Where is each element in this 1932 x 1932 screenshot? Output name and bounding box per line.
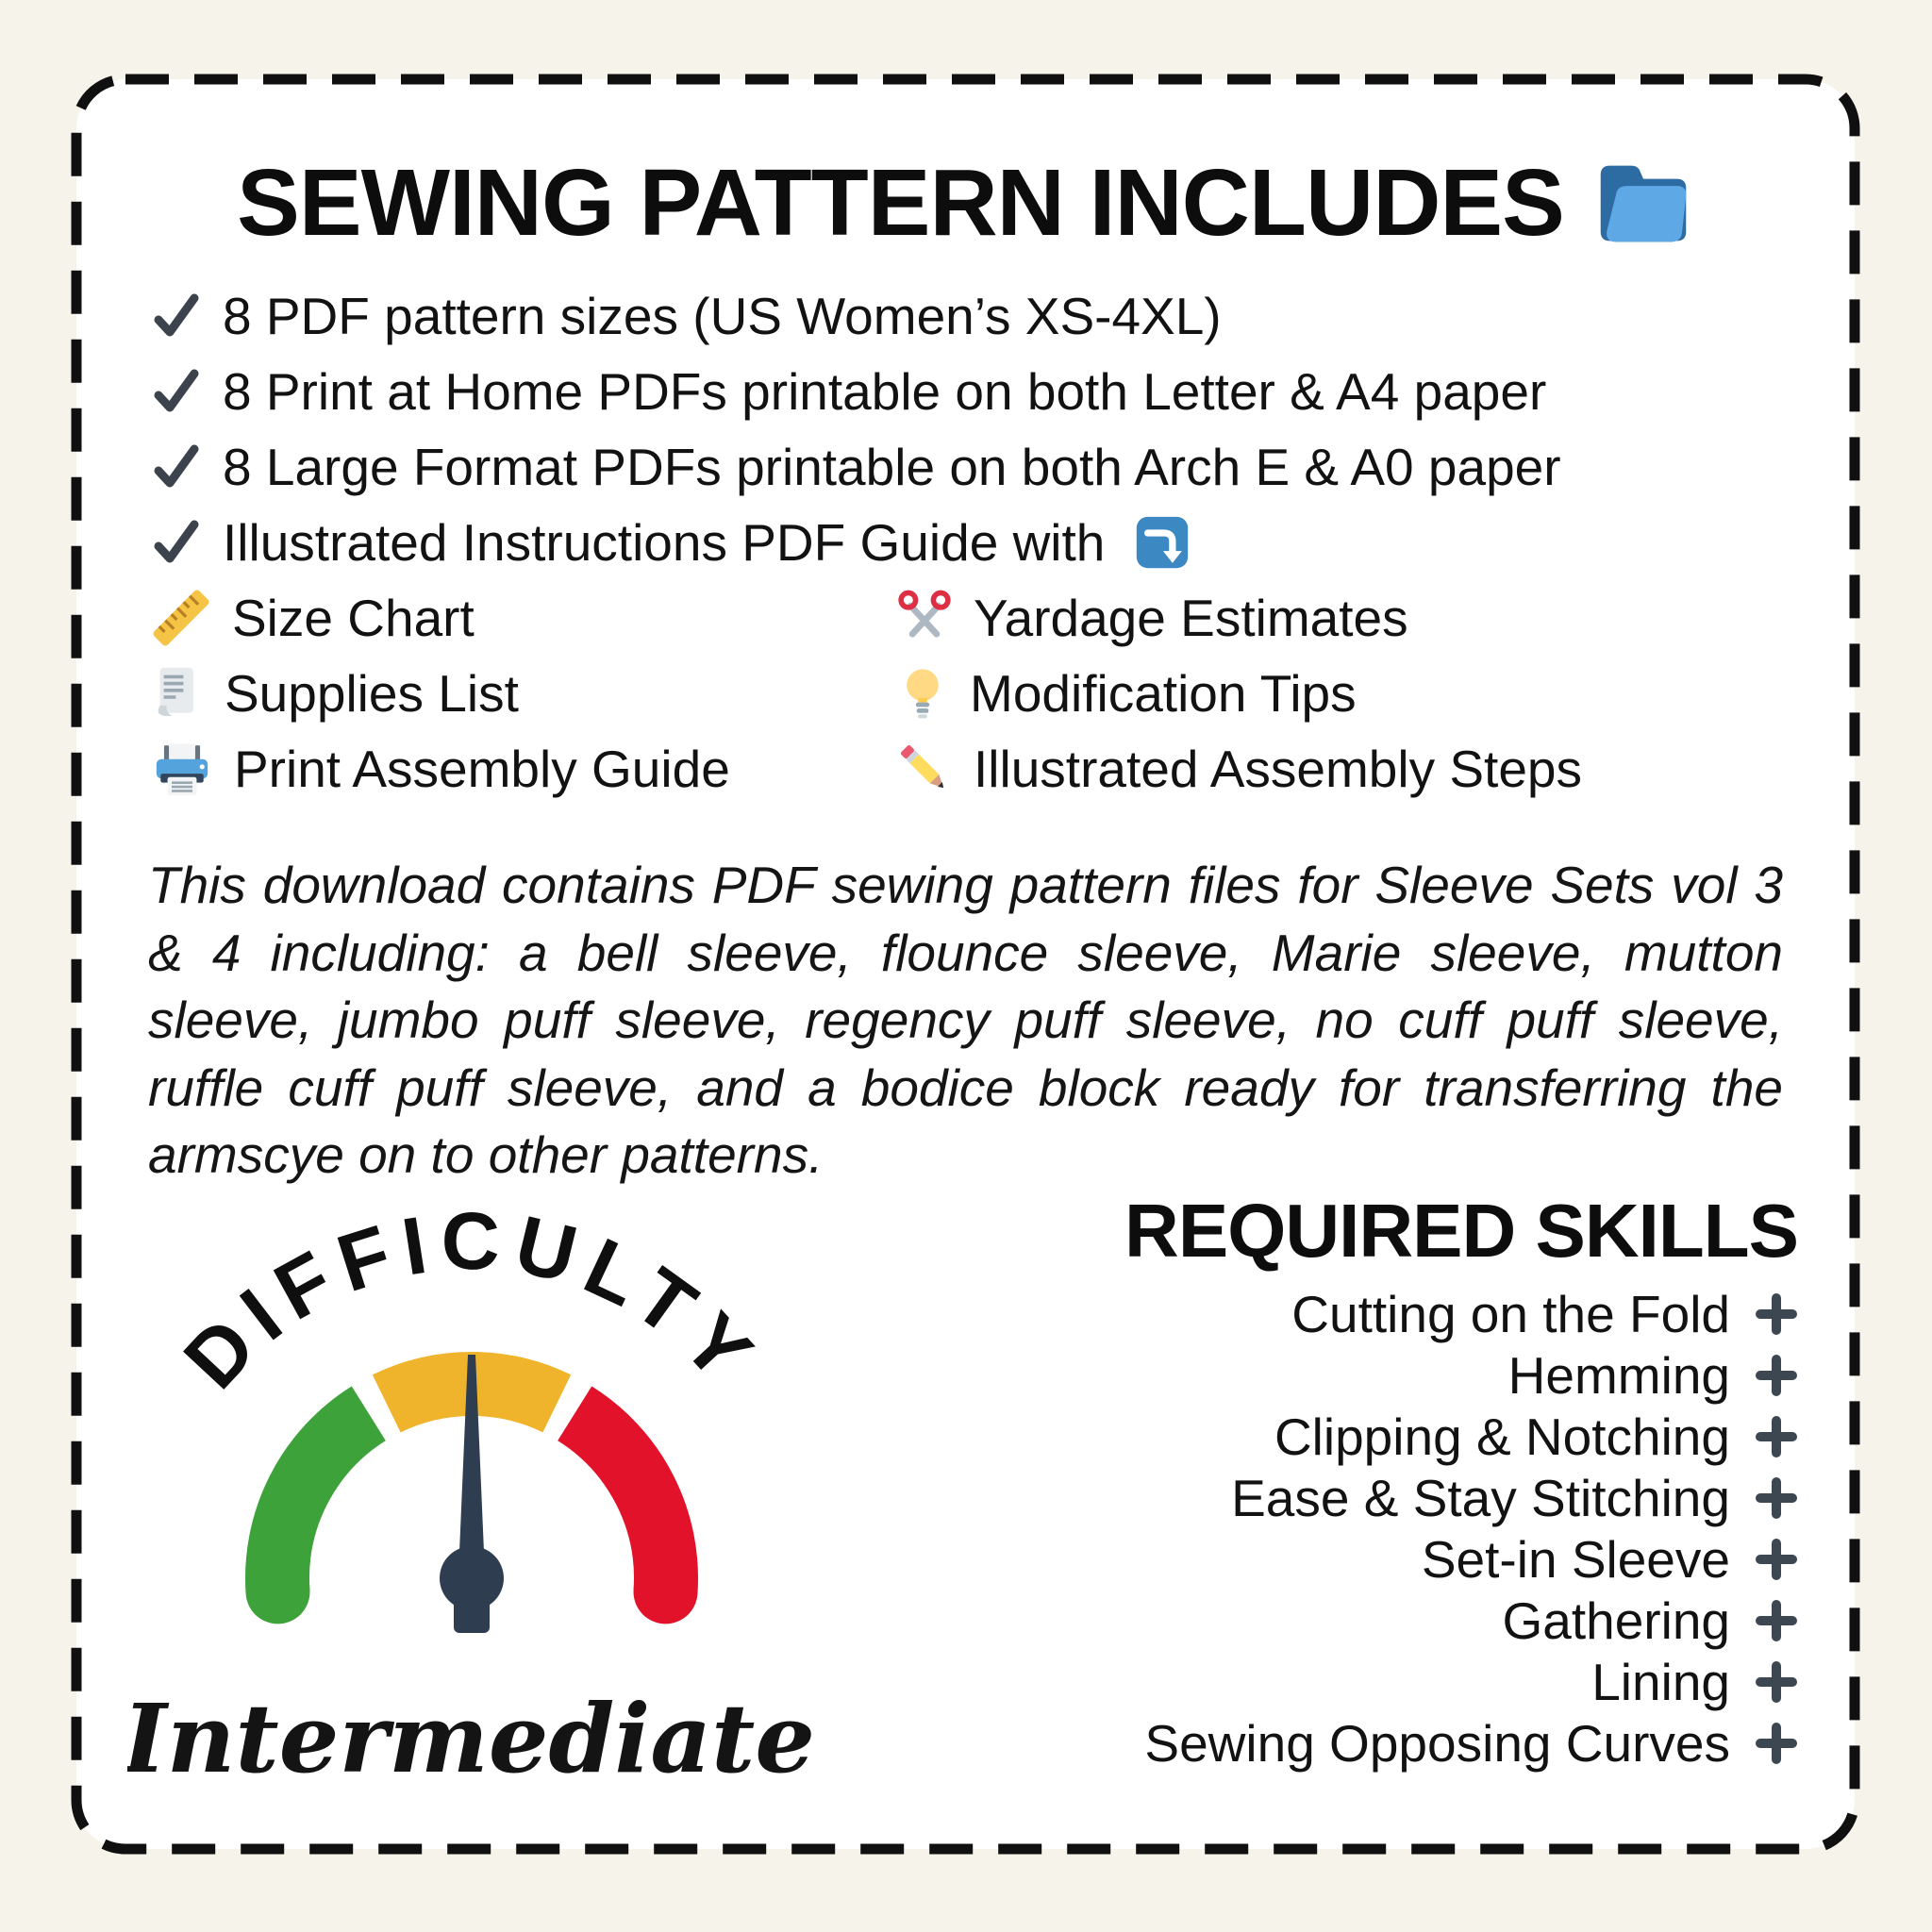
plus-icon xyxy=(1755,1354,1798,1397)
list-item xyxy=(873,1284,1798,1345)
feature-label: Modification Tips xyxy=(970,664,1357,723)
card-content xyxy=(71,74,1860,1855)
list-item xyxy=(873,1591,1798,1652)
list-item xyxy=(151,505,1860,580)
list-item xyxy=(896,656,1860,731)
feature-label: Illustrated Assembly Steps xyxy=(974,740,1583,798)
plus-icon xyxy=(1755,1292,1798,1336)
list-item xyxy=(896,731,1860,807)
receipt-icon xyxy=(151,664,204,723)
printer-icon xyxy=(151,741,213,797)
feature-label: Print Assembly Guide xyxy=(234,740,730,798)
check-icon xyxy=(151,291,202,341)
plus-icon xyxy=(1755,1722,1798,1765)
list-item xyxy=(873,1468,1798,1529)
list-item xyxy=(151,580,896,656)
feature-label: Supplies List xyxy=(225,664,519,723)
skill-label: Cutting on the Fold xyxy=(1291,1285,1730,1343)
difficulty-level-label: Intermediate xyxy=(127,1682,815,1794)
check-icon xyxy=(151,366,202,417)
gauge-green-segment xyxy=(277,1413,369,1591)
page-title: SEWING PATTERN INCLUDES xyxy=(237,150,1564,256)
feature-grid xyxy=(151,580,1860,807)
feature-label: Yardage Estimates xyxy=(974,589,1408,647)
ruler-icon xyxy=(151,588,211,648)
pencil-icon xyxy=(896,741,953,797)
skill-label: Lining xyxy=(1591,1653,1730,1711)
check-icon xyxy=(151,441,202,492)
list-item xyxy=(873,1652,1798,1713)
list-item xyxy=(896,580,1860,656)
required-skills-list xyxy=(873,1284,1798,1774)
dashed-card xyxy=(71,74,1860,1855)
scissors-icon xyxy=(896,590,953,646)
checklist-item-label: 8 Large Format PDFs printable on both Arch E & A0 paper xyxy=(223,438,1561,496)
skill-label: Set-in Sleeve xyxy=(1421,1530,1730,1589)
required-skills-title: REQUIRED SKILLS xyxy=(1124,1188,1798,1273)
plus-icon xyxy=(1755,1415,1798,1458)
list-item xyxy=(873,1713,1798,1774)
gauge-red-endcap xyxy=(634,1559,698,1624)
checklist-item-label: 8 Print at Home PDFs printable on both Letter & A4 paper xyxy=(223,362,1547,421)
plus-icon xyxy=(1755,1660,1798,1704)
list-item xyxy=(151,731,896,807)
skill-label: Clipping & Notching xyxy=(1274,1407,1730,1466)
plus-icon xyxy=(1755,1538,1798,1581)
checklist-item-label: 8 PDF pattern sizes (US Women’s XS-4XL) xyxy=(223,287,1222,345)
list-item xyxy=(873,1529,1798,1591)
difficulty-widget xyxy=(127,1204,873,1812)
skill-label: Ease & Stay Stitching xyxy=(1231,1469,1730,1527)
check-icon xyxy=(151,517,202,568)
checklist-item-label: Illustrated Instructions PDF Guide with xyxy=(223,513,1106,572)
list-item xyxy=(151,354,1860,429)
list-item xyxy=(151,429,1860,505)
list-item xyxy=(151,656,896,731)
lightbulb-icon xyxy=(896,664,949,723)
includes-checklist xyxy=(151,278,1860,580)
list-item xyxy=(873,1345,1798,1407)
skill-label: Sewing Opposing Curves xyxy=(1144,1714,1730,1773)
difficulty-gauge xyxy=(127,1204,863,1807)
list-item xyxy=(151,278,1860,354)
open-folder-icon xyxy=(1592,158,1694,249)
skill-label: Hemming xyxy=(1507,1346,1730,1405)
arrow-curving-down-icon xyxy=(1135,515,1190,570)
feature-label: Size Chart xyxy=(232,589,475,647)
description-paragraph: This download contains PDF sewing pattern files for Sleeve Sets vol 3 & 4 including: a bell sleeve, flounce sleeve, Marie sleeve, mutton sleeve, jumbo puff sleeve, regency puff sleeve, no cuff puff sleeve, ruffle cuff puff sleeve, and a bodice block ready for transferring the armscye on to other patterns. xyxy=(148,856,1783,1184)
plus-icon xyxy=(1755,1599,1798,1642)
bottom-section xyxy=(71,1190,1860,1812)
required-skills xyxy=(873,1190,1798,1812)
list-item xyxy=(873,1407,1798,1468)
difficulty-arched-title: DIFFICULTY xyxy=(167,1203,777,1406)
skill-label: Gathering xyxy=(1502,1591,1730,1650)
plus-icon xyxy=(1755,1476,1798,1520)
header xyxy=(71,149,1860,258)
